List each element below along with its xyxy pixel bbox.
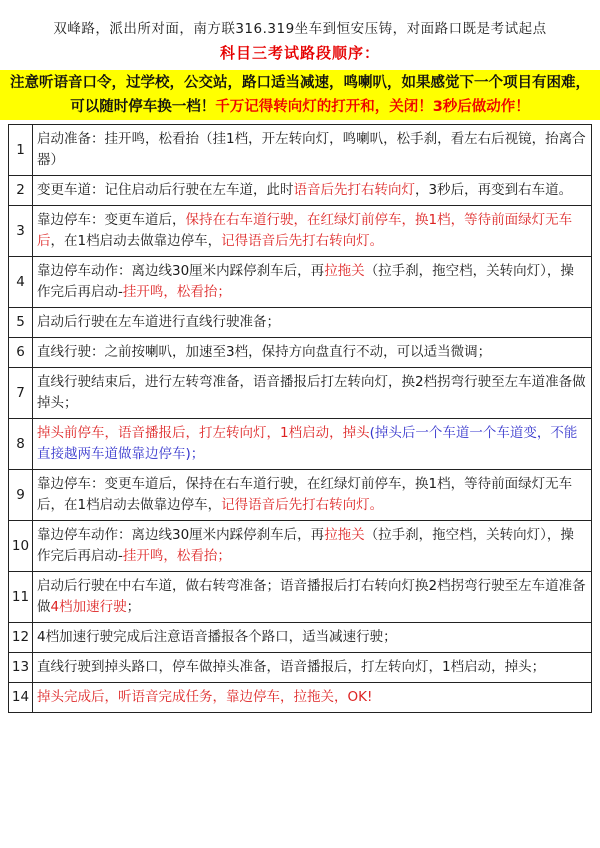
- instruction-segment: （拉手刹，拖空档，关转向灯），操作完后再启动-: [37, 263, 574, 300]
- instruction-segment: 变更车道：记住启动后行驶在左车道，此时: [37, 182, 294, 198]
- step-instruction: [33, 308, 592, 338]
- instruction-segment: 直线行驶：之前按喇叭，加速至3档，保持方向盘直行不动，可以适当微调；: [37, 344, 492, 360]
- step-instruction: [33, 683, 592, 713]
- table-row: [9, 623, 592, 653]
- exam-steps-table: [8, 124, 592, 713]
- step-number: 2: [9, 176, 33, 206]
- step-number: 4: [9, 257, 33, 308]
- step-number: 13: [9, 653, 33, 683]
- step-instruction: [33, 338, 592, 368]
- step-instruction: [33, 176, 592, 206]
- step-number: 11: [9, 572, 33, 623]
- instruction-segment: 靠边停车动作：离边线30厘米内踩停刹车后，再: [37, 527, 325, 543]
- step-number: 6: [9, 338, 33, 368]
- instruction-segment: 记得语音后先打右转向灯。: [221, 497, 384, 513]
- step-instruction: [33, 206, 592, 257]
- instruction-segment: 掉头前停车，语音播报后，打左转向灯，1档启动，掉头: [37, 425, 370, 441]
- table-row: [9, 368, 592, 419]
- instruction-segment: 4档加速行驶: [50, 599, 127, 615]
- step-number: 8: [9, 419, 33, 470]
- instruction-segment: 启动后行驶在中右车道，做右转弯准备；语音播报后打右转向灯换2档拐弯行驶至左车道准备做: [37, 578, 586, 615]
- instruction-segment: ；: [126, 599, 141, 615]
- instruction-segment: 语音后先打右转向灯: [293, 182, 415, 198]
- instruction-segment: 挂开鸣，松看抬；: [122, 548, 231, 564]
- page-title: 科目三考试路段顺序：: [219, 44, 380, 62]
- notice-text: 注意听语音口令，过学校，公交站，路口适当减速，鸣喇叭，如果感觉下一个项目有困难，可以随时停车换一档！: [10, 75, 590, 115]
- table-row: [9, 308, 592, 338]
- table-row: [9, 338, 592, 368]
- instruction-segment: （拉手刹，拖空档，关转向灯），操作完后再启动-: [37, 527, 574, 564]
- instruction-segment: 靠边停车：变更车道后，保持在右车道行驶，在红绿灯前停车，换1档，等待前面绿灯无车后，在1档启动去做靠边停车，: [37, 476, 573, 513]
- step-instruction: [33, 470, 592, 521]
- step-instruction: [33, 623, 592, 653]
- step-number: 12: [9, 623, 33, 653]
- step-instruction: [33, 125, 592, 176]
- instruction-segment: 直线行驶到掉头路口，停车做掉头准备，语音播报后，打左转向灯，1档启动，掉头；: [37, 659, 546, 675]
- instruction-segment: 挂开鸣，松看抬；: [122, 284, 231, 300]
- steps-tbody: [9, 125, 592, 713]
- table-row: [9, 257, 592, 308]
- step-number: 14: [9, 683, 33, 713]
- instruction-segment: ，在1档启动去做靠边停车，: [50, 233, 222, 249]
- instruction-segment: 保持在右车道行驶，在红绿灯前停车，换1档，等待前面绿灯无车后: [37, 212, 573, 249]
- instruction-segment: 启动后行驶在左车道进行直线行驶准备；: [37, 314, 280, 330]
- instruction-segment: 靠边停车动作：离边线30厘米内踩停刹车后，再: [37, 263, 325, 279]
- step-instruction: [33, 572, 592, 623]
- instruction-segment: 拉拖关: [324, 263, 365, 279]
- table-row: [9, 419, 592, 470]
- notice-banner: [0, 70, 600, 120]
- table-row: [9, 176, 592, 206]
- table-row: [9, 683, 592, 713]
- instruction-segment: 靠边停车：变更车道后，: [37, 212, 186, 228]
- table-row: [9, 653, 592, 683]
- instruction-segment: 启动准备：挂开鸣，松看抬（挂1档，开左转向灯，鸣喇叭，松手刹，看左右后视镜，抬离合器）: [37, 131, 586, 168]
- table-row: [9, 521, 592, 572]
- instruction-segment: 掉头完成后，听语音完成任务，靠边停车，拉拖关，OK!: [37, 689, 373, 705]
- table-row: [9, 206, 592, 257]
- instruction-segment: (掉头后一个车道一个车道变，不能直接越两车道做靠边停车)；: [37, 425, 578, 462]
- instruction-segment: 直线行驶结束后，进行左转弯准备，语音播报后打左转向灯，换2档拐弯行驶至左车道准备做掉头；: [37, 374, 586, 411]
- notice-warning-text: 千万记得转向灯的打开和，关闭！3秒后做动作！: [215, 99, 530, 115]
- step-number: 5: [9, 308, 33, 338]
- table-row: [9, 470, 592, 521]
- step-number: 1: [9, 125, 33, 176]
- route-description: 双峰路，派出所对面，南方联316.319坐车到恒安压铸，对面路口既是考试起点: [53, 21, 547, 37]
- instruction-segment: 记得语音后先打右转向灯。: [221, 233, 384, 249]
- step-instruction: [33, 419, 592, 470]
- step-instruction: [33, 653, 592, 683]
- table-row: [9, 125, 592, 176]
- instruction-segment: ，3秒后，再变到右车道。: [415, 182, 573, 198]
- step-number: 7: [9, 368, 33, 419]
- instruction-segment: 4档加速行驶完成后注意语音播报各个路口，适当减速行驶；: [37, 629, 397, 645]
- step-instruction: [33, 257, 592, 308]
- table-row: [9, 572, 592, 623]
- step-instruction: [33, 521, 592, 572]
- step-number: 3: [9, 206, 33, 257]
- step-number: 10: [9, 521, 33, 572]
- instruction-segment: 拉拖关: [324, 527, 365, 543]
- step-number: 9: [9, 470, 33, 521]
- step-instruction: [33, 368, 592, 419]
